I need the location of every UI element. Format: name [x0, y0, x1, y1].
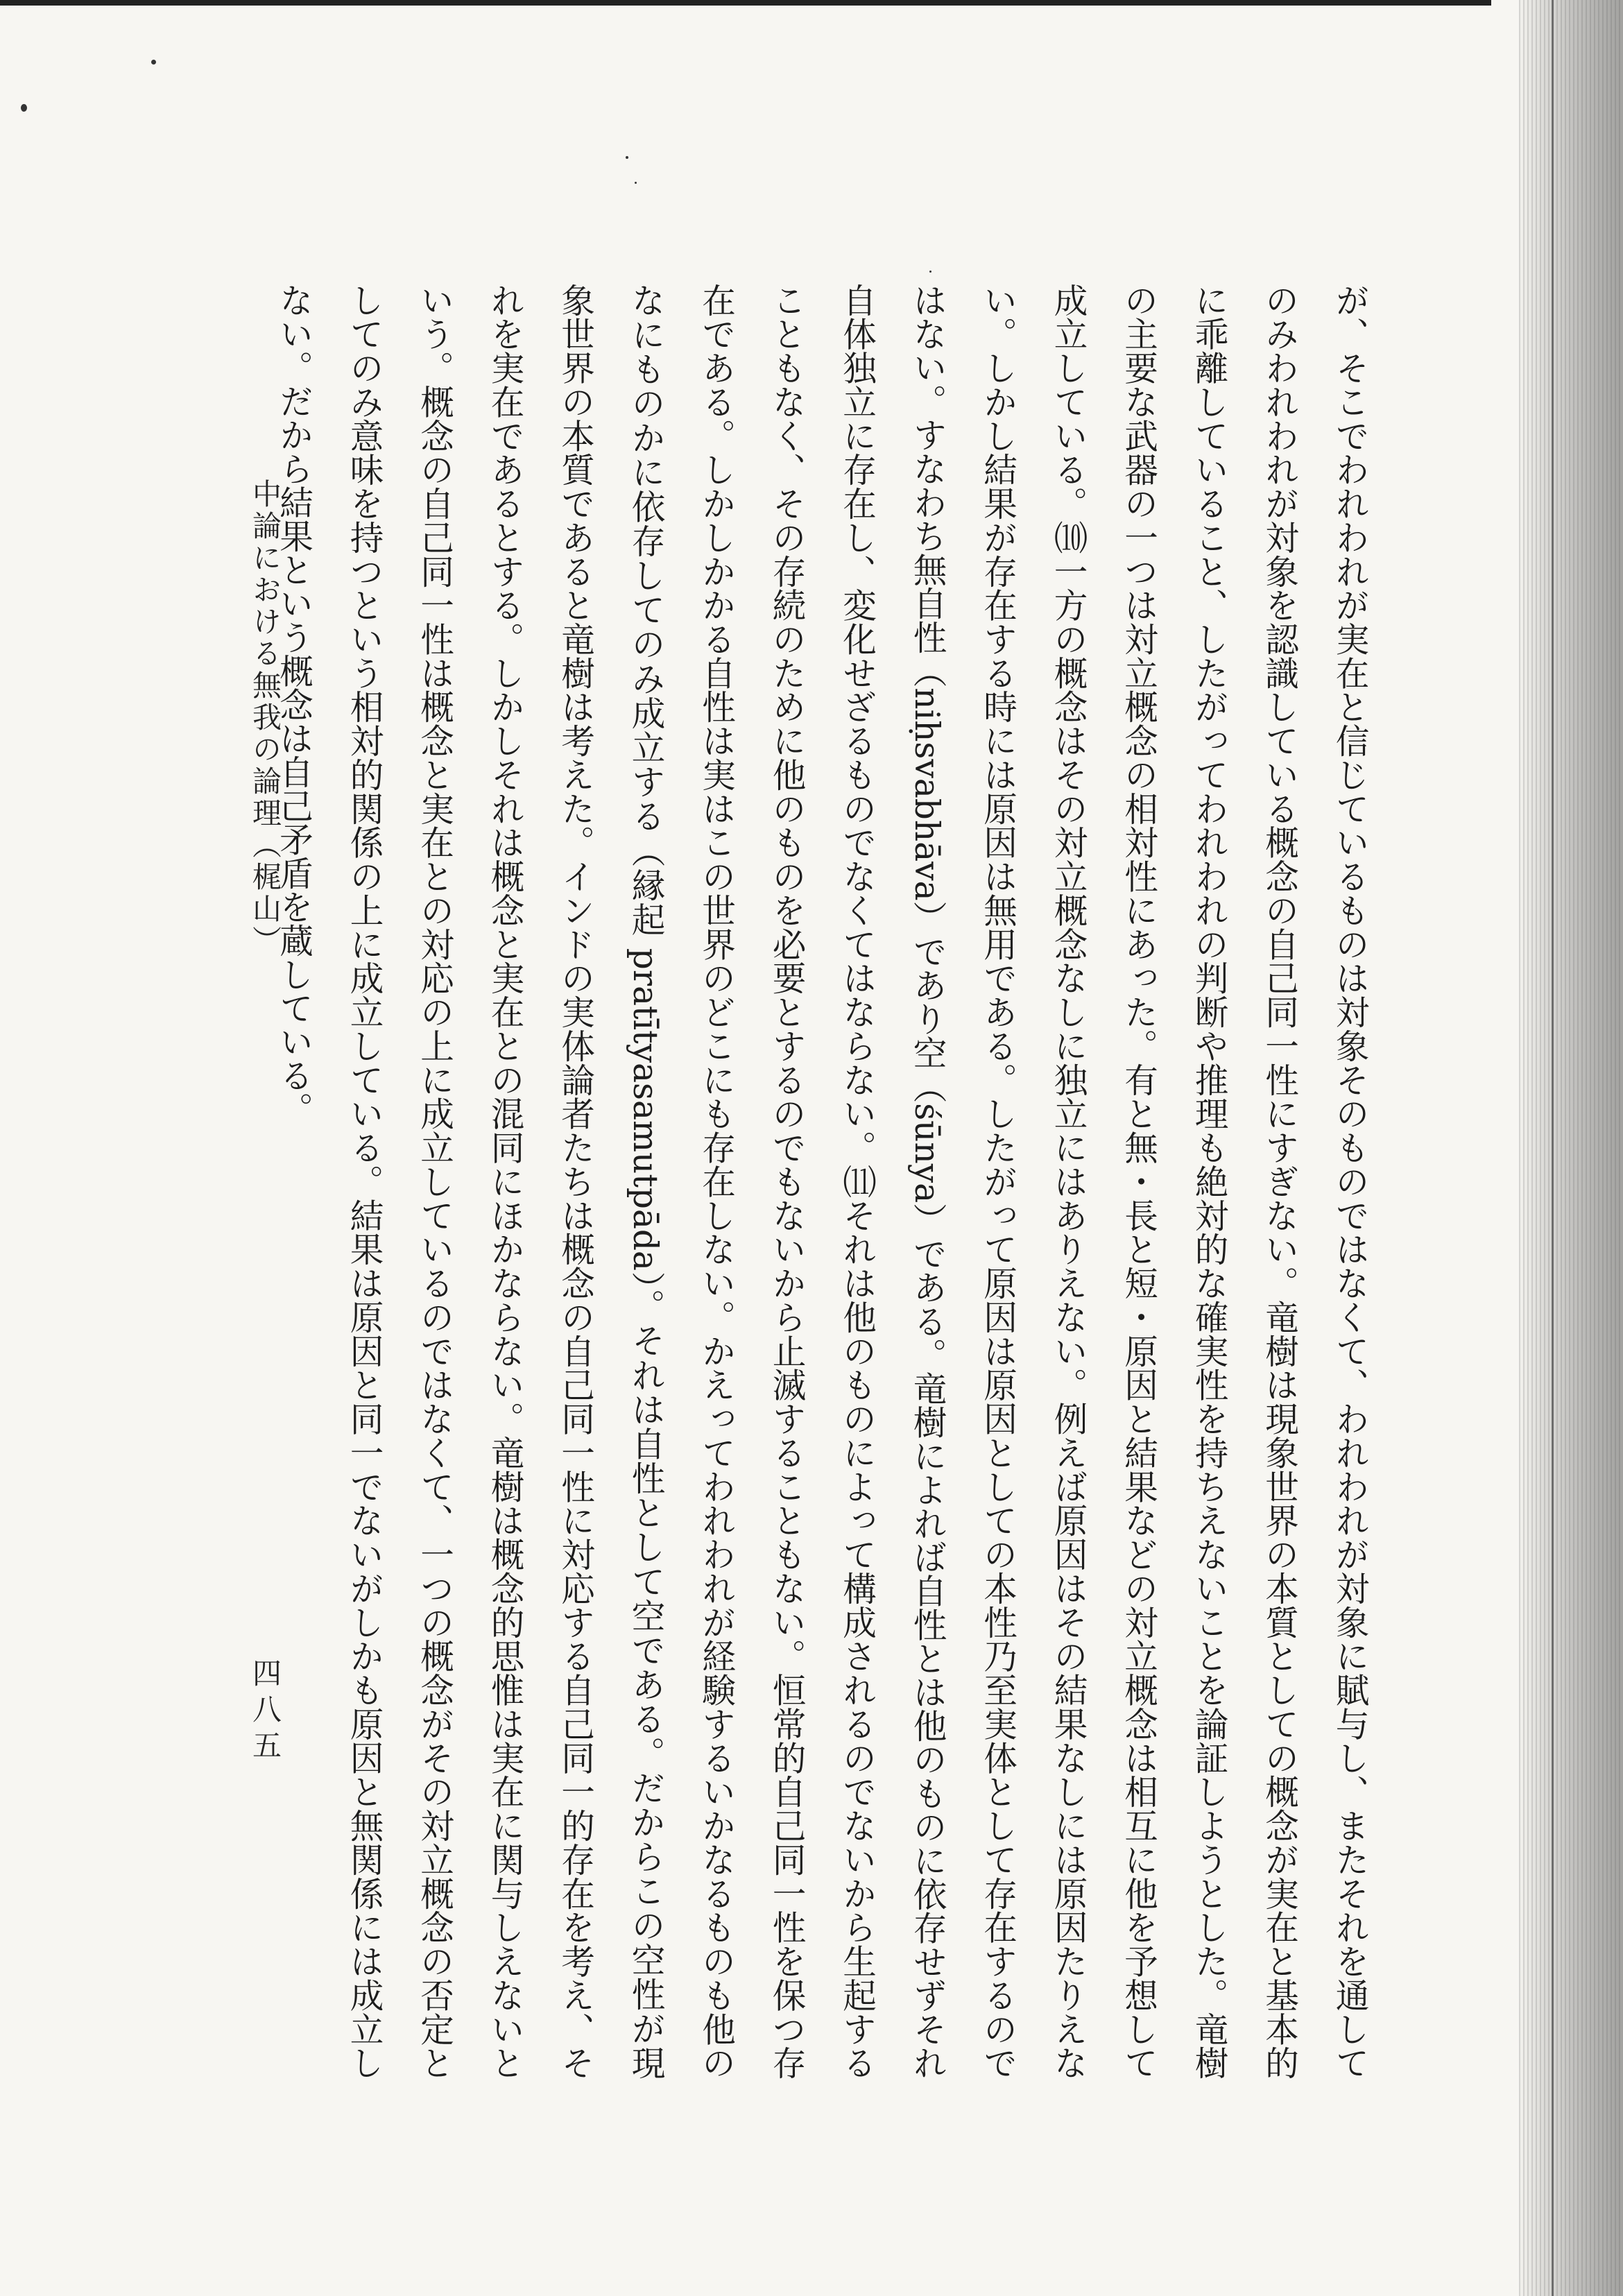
- top-border: [0, 0, 1491, 6]
- scan-speck: [151, 60, 156, 65]
- body-text-column: [273, 283, 1384, 2080]
- scan-speck: [929, 271, 931, 273]
- page-edge-line: [1552, 0, 1554, 2296]
- scan-speck: [635, 182, 637, 184]
- running-head: 中論における無我の論理（梶山）: [248, 479, 282, 957]
- page-number: 四八五: [248, 1658, 282, 1766]
- binding-shadow: [1519, 0, 1623, 2296]
- body-paragraph: が、そこでわれわれが実在と信じているものは対象そのものではなくて、われわれが対象に賦与し、またそれを通してのみわれわれが対象を認識している概念の自己同一性にすぎない。竜樹は現象世界の本質としての概念が実在と基本的に乖離していること、したがってわれわれの判断や推理も絶対的な確実性を持ちえないことを論証しようとした。竜樹の主要な武器の一つは対立概念の相対性にあった。有と無・長と短・原因と結果などの対立概念は相互に他を予想して成立している。⑽一方の概念はその対立概念なしに独立にはありえない。例えば原因はその結果なしには原因たりえない。しかし結果が存在する時には原因は無用である。したがって原因は原因としての本性乃至実体として存在するのではない。すなわち無自性（niḥsvabhāva）であり空（śūnya）である。竜樹によれば自性とは他のものに依存せずそれ自体独立に存在し、変化せざるものでなくてはならない。⑾それは他のものによって構成されるのでないから生起することもなく、その存続のために他のものを必要とするのでもないから止滅することもない。恒常的自己同一性を保つ存在である。しかしかかる自性は実はこの世界のどこにも存在しない。かえってわれわれが経験するいかなるものも他のなにものかに依存してのみ成立する（縁起 pratītyasamutpāda）。それは自性として空である。だからこの空性が現象世界の本質であると竜樹は考えた。インドの実体論者たちは概念の自己同一性に対応する自己同一的存在を考え、それを実在であるとする。しかしそれは概念と実在との混同にほかならない。竜樹は概念的思惟は実在に関与しえないという。概念の自己同一性は概念と実在との対応の上に成立しているのではなくて、一つの概念がその対立概念の否定としてのみ意味を持つという相対的関係の上に成立している。結果は原因と同一でないがしかも原因と無関係には成立しない。だから結果という概念は自己矛盾を蔵している。: [273, 283, 1368, 2080]
- scan-speck: [21, 104, 27, 112]
- scan-speck: [626, 156, 628, 159]
